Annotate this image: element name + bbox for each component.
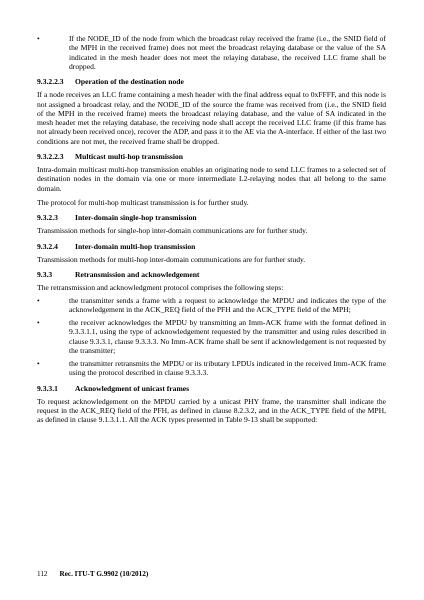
document-reference: Rec. ITU-T G.9902 (10/2012) [59,570,149,578]
paragraph: To request acknowledgement on the MPDU carried by a unicast PHY frame, the transmitter shall indicate the request in the ACK_REQ field of the PFH, as defined in clause 8.2.3.2, and in the ACK_TYPE field of the MPH, as defined in clause 9.1.3.1.1. All the ACK types presented in Table 9-13 shall be supported: [37,396,386,425]
paragraph: Transmission methods for multi-hop inter-domain communications are for further study. [37,254,306,264]
paragraph: If a node receives an LLC frame containing a mesh header with the final address equal to 0xFFFF, and this node is not assigned a broadcast relay, and the NODE_ID of the source the frame was received from (i.e., the SNID field of the MPH in the received frame) meets the broadcast relaying database, and the value of SA indicated in the mesh header met the relaying database, the receiving node shall accept the received LLC frame (if this frame has not already been received once), recover the ADP, and pass it to the AE via the A-interface. If either of the last two conditions are not met, the received frame shall be dropped. [37,90,386,146]
section-number: 9.3.2.2.3 [37,151,64,161]
section-heading [37,213,386,222]
section-number: 9.3.3.1 [37,383,58,393]
section-title: Operation of the destination node [75,77,184,86]
section-heading [37,152,386,161]
bullet-item [37,318,386,355]
bullet-glyph: • [37,295,40,305]
paragraph: Intra-domain multicast multi-hop transmission enables an originating node to send LLC frames to a selected set of destination nodes in the domain via one or more intermediate L2-relaying nodes that all belong to the same domain. [37,165,386,193]
section-number: 9.3.2.3 [37,213,58,222]
section-title: Multicast multi-hop transmission [75,151,184,161]
section-number: 9.3.3 [37,270,53,279]
page-number: 112 [37,570,48,578]
section-title: Retransmission and acknowledgement [75,270,200,279]
bullet-glyph: • [37,359,40,368]
bullet-text: the transmitter retransmits the MPDU or its tributary LPDUs indicated in the received Imm-ACK frame using the protocol described in clause 9.3.3.3. [69,359,386,378]
bullet-glyph: • [37,318,40,327]
section-title: Inter-domain multi-hop transmission [75,241,196,251]
section-number: 9.3.2.2.3 [37,77,64,86]
section-title: Acknowledgment of unicast frames [75,383,190,393]
section-heading [37,270,386,279]
document-body [37,34,386,430]
section-heading [37,242,386,251]
bullet-item [37,34,386,71]
page-footer [37,570,148,578]
bullet-text: the transmitter sends a frame with a request to acknowledge the MPDU and indicates the type of the acknowledgement in the ACK_REQ field of the PFH and the ACK_TYPE field of the MPH; [69,295,386,314]
bullet-item [37,296,386,315]
paragraph: The retransmission and acknowledgment protocol comprises the following steps: [37,283,284,293]
bullet-glyph: • [37,34,40,43]
section-title: Inter-domain single-hop transmission [75,213,197,222]
paragraph: The protocol for multi-hop multicast transmission is for further study. [37,197,249,207]
section-number: 9.3.2.4 [37,241,58,251]
bullet-item [37,359,386,378]
section-heading [37,77,386,86]
bullet-text: If the NODE_ID of the node from which the broadcast relay received the frame (i.e., the SNID field of the MPH in the received frame) does not meet the broadcast relaying database or the value of the SA indicated in the mesh header does not meet the relaying database, the received LLC frame shall be dropped. [69,34,386,71]
paragraph: Transmission methods for single-hop inter-domain communications are for further study. [37,226,308,236]
bullet-text: the receiver acknowledges the MPDU by transmitting an Imm-ACK frame with the format defined in 9.3.3.1.1, using the type of acknowledgement requested by the transmitter and using rules described in clause 9.3.3.1, clause 9.3.3.3. No Imm-ACK frame shall be sent if acknowledgement is not requested by the transmitter; [69,318,386,355]
section-heading [37,384,386,393]
